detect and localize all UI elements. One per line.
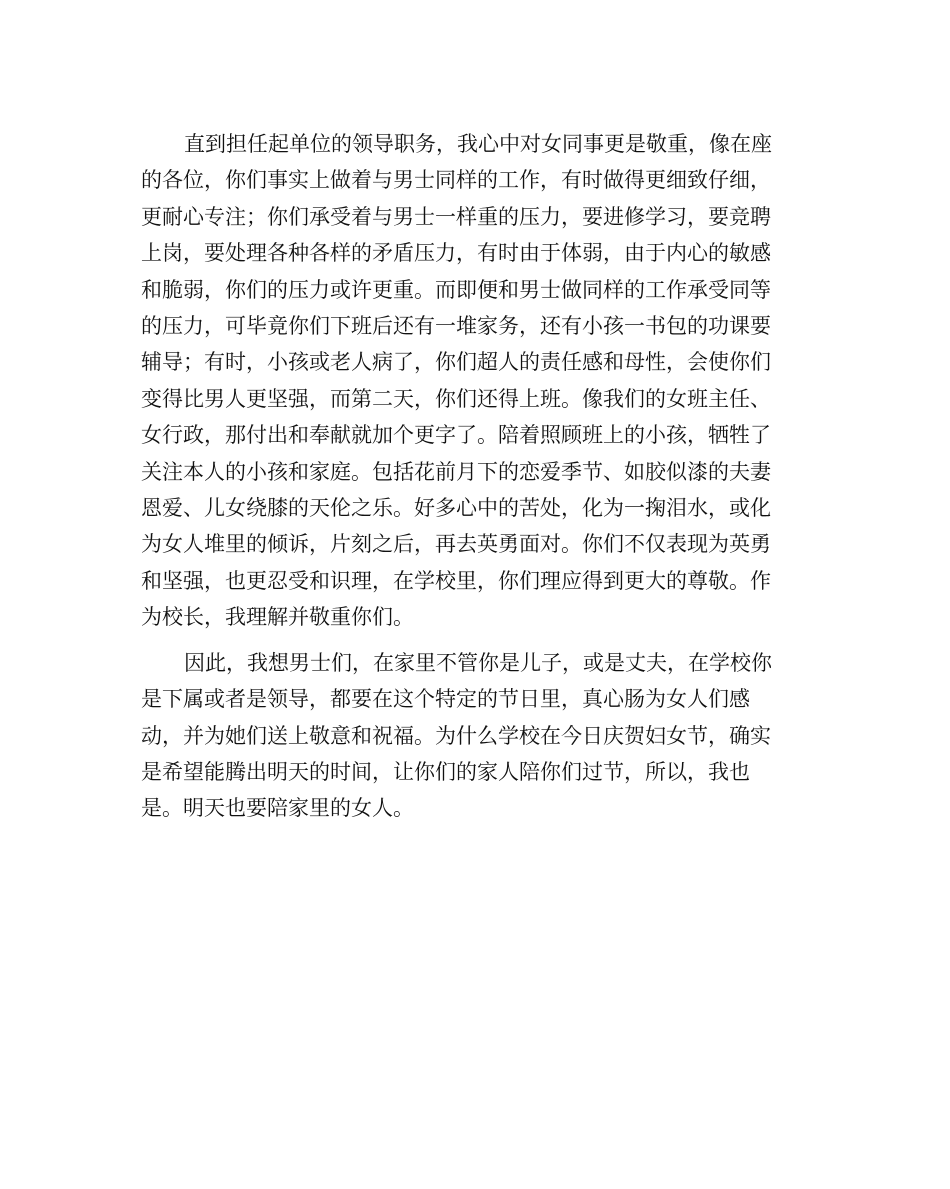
text-line: 动，并为她们送上敬意和祝福。为什么学校在今日庆贺妇女节，确实: [141, 723, 771, 748]
text-line: 是希望能腾出明天的时间，让你们的家人陪你们过节，所以，我也: [141, 759, 750, 784]
text-line: 为女人堆里的倾诉，片刻之后，再去英勇面对。你们不仅表现为英勇: [141, 532, 771, 557]
text-line: 是。明天也要陪家里的女人。: [141, 796, 414, 821]
text-line: 的压力，可毕竟你们下班后还有一堆家务，还有小孩一书包的功课要: [141, 314, 771, 339]
paragraph-spacer: [141, 636, 811, 645]
text-line: 女行政，那付出和奉献就加个更字了。陪着照顾班上的小孩，牺牲了: [141, 423, 771, 448]
text-line: 为校长，我理解并敬重你们。: [141, 605, 414, 630]
text-line: 的各位，你们事实上做着与男士同样的工作，有时做得更细致仔细，: [141, 168, 771, 193]
text-line: 和脆弱，你们的压力或许更重。而即便和男士做同样的工作承受同等: [141, 277, 771, 302]
text-line: 更耐心专注；你们承受着与男士一样重的压力，要进修学习，要竞聘: [141, 204, 771, 229]
text-line: 因此，我想男士们，在家里不管你是儿子，或是丈夫，在学校你: [184, 650, 772, 675]
text-line: 辅导；有时，小孩或老人病了，你们超人的责任感和母性，会使你们: [141, 350, 771, 375]
text-line: 直到担任起单位的领导职务，我心中对女同事更是敬重，像在座: [184, 132, 772, 156]
text-line: 恩爱、儿女绕膝的天伦之乐。好多心中的苦处，化为一掬泪水，或化: [141, 496, 771, 521]
text-line: 和坚强，也更忍受和识理，在学校里，你们理应得到更大的尊敬。作: [141, 568, 771, 593]
text-line: 是下属或者是领导，都要在这个特定的节日里，真心肠为女人们感: [141, 687, 750, 712]
text-line: 上岗，要处理各种各样的矛盾压力，有时由于体弱，由于内心的敏感: [141, 241, 771, 266]
paragraph-2: [141, 645, 811, 827]
paragraph-1: [141, 126, 811, 636]
document-body: [141, 126, 811, 827]
text-line: 变得比男人更坚强，而第二天，你们还得上班。像我们的女班主任、: [141, 386, 771, 411]
text-line: 关注本人的小孩和家庭。包括花前月下的恋爱季节、如胶似漆的夫妻: [141, 459, 771, 484]
